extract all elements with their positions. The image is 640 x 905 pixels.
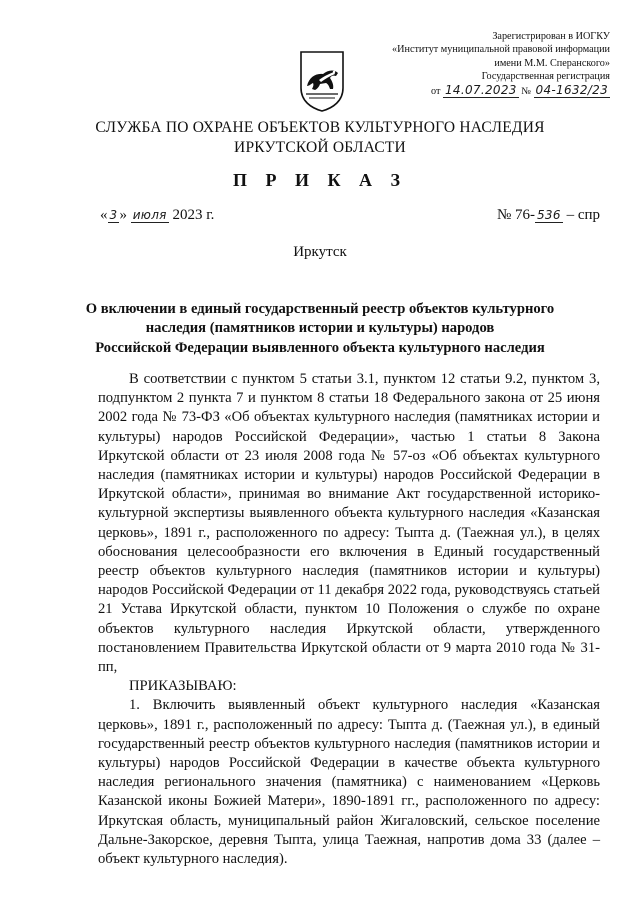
order-number-suffix: – спр (566, 207, 600, 223)
registration-date: 14.07.2023 (445, 82, 517, 97)
order-number-value: 536 (537, 208, 561, 222)
registration-line-2: «Институт муниципальной правовой информации (392, 44, 610, 56)
irkutsk-coat-of-arms-icon (297, 50, 347, 112)
registration-line-3: имени М.М. Сперанского» (494, 57, 610, 69)
order-year: 2023 г. (172, 207, 215, 223)
agency-name (0, 118, 640, 158)
registration-number: 04-1632/23 (535, 82, 608, 97)
registration-line-1: Зарегистрирован в ИОГКУ (492, 31, 610, 42)
registration-number-line (350, 84, 610, 98)
heading-line-2: наследия (памятников истории и культуры) народов (145, 320, 495, 337)
order-heading (0, 300, 640, 358)
agency-line-1: СЛУЖБА ПО ОХРАНЕ ОБЪЕКТОВ КУЛЬТУРНОГО НАСЛЕДИЯ (95, 119, 545, 136)
date-number-row (100, 207, 600, 229)
agency-line-2: ИРКУТСКОЙ ОБЛАСТИ (234, 139, 406, 156)
date-quote-open: « (100, 207, 108, 223)
order-number (497, 207, 600, 224)
order-number-prefix: № 76- (496, 207, 535, 223)
order-word: ПРИКАЗЫВАЮ: (129, 678, 237, 695)
preamble-paragraph: В соответствии с пунктом 5 статьи 3.1, пунктом 12 статьи 9.2, пунктом 3, подпунктом 2 пункта 7 и пунктом 8 статьи 18 Федерального закона от 25 июня 2002 года № 73-ФЗ «Об объектах культурного наследия (памятниках истории и культуры) народов Российской Федерации», частью 1 статьи 8 Закона Иркутской области от 23 июля 2008 года № 57-оз «Об объектах культурного наследия (памятниках истории и культуры) народов Российской Федерации в Иркутской области», принимая во внимание Акт государственной историко-культурной экспертизы выявленного объекта культурного наследия «Казанская церковь», 1891 г., расположенного по адресу: Тыпта д. (Таежная ул.), в целях обоснования целесообразности его включения в Единый государственный реестр объектов культурного наследия (памятников истории и культуры) народов Российской Федерации от 11 декабря 2022 года, руководствуясь статьей 21 Устава Иркутской области, пунктом 10 Положения о службе по охране объектов культурного наследия Иркутской области, утвержденного постановлением Правительства Иркутской области от 9 марта 2010 года № 31-пп, (98, 371, 600, 676)
city-name: Иркутск (293, 244, 347, 260)
registration-from-label: от (431, 85, 441, 97)
registration-stamp (350, 30, 610, 98)
order-body (98, 370, 600, 869)
order-month: июля (132, 208, 167, 222)
heading-line-3: Российской Федерации выявленного объекта культурного наследия (95, 339, 545, 356)
registration-line-4: Государственная регистрация (481, 71, 610, 83)
heading-line-1: О включении в единый государственный реестр объектов культурного (85, 301, 555, 317)
order-day: 3 (109, 208, 118, 222)
date-quote-close: » (119, 207, 127, 223)
order-item-1: 1. Включить выявленный объект культурного наследия «Казанская церковь», 1891 г., расположенный по адресу: Тыпта д. (Таежная ул.), в единый государственный реестр объектов культурного наследия (памятников истории и культуры) народов Российской Федерации в качестве объекта культурного наследия регионального значения (памятника) с наименованием «Церковь Казанской иконы Божией Матери», 1890-1891 гг., расположенного по адресу: Иркутская область, муниципальный район Жигаловский, сельское поселение Дальне-Закорское, деревня Тыпта, улица Таежная, напротив дома 33 (далее – объект культурного наследия). (98, 697, 600, 868)
document-title: П Р И К А З (232, 170, 408, 190)
registration-no-label: № (521, 85, 531, 97)
order-date (100, 207, 214, 224)
